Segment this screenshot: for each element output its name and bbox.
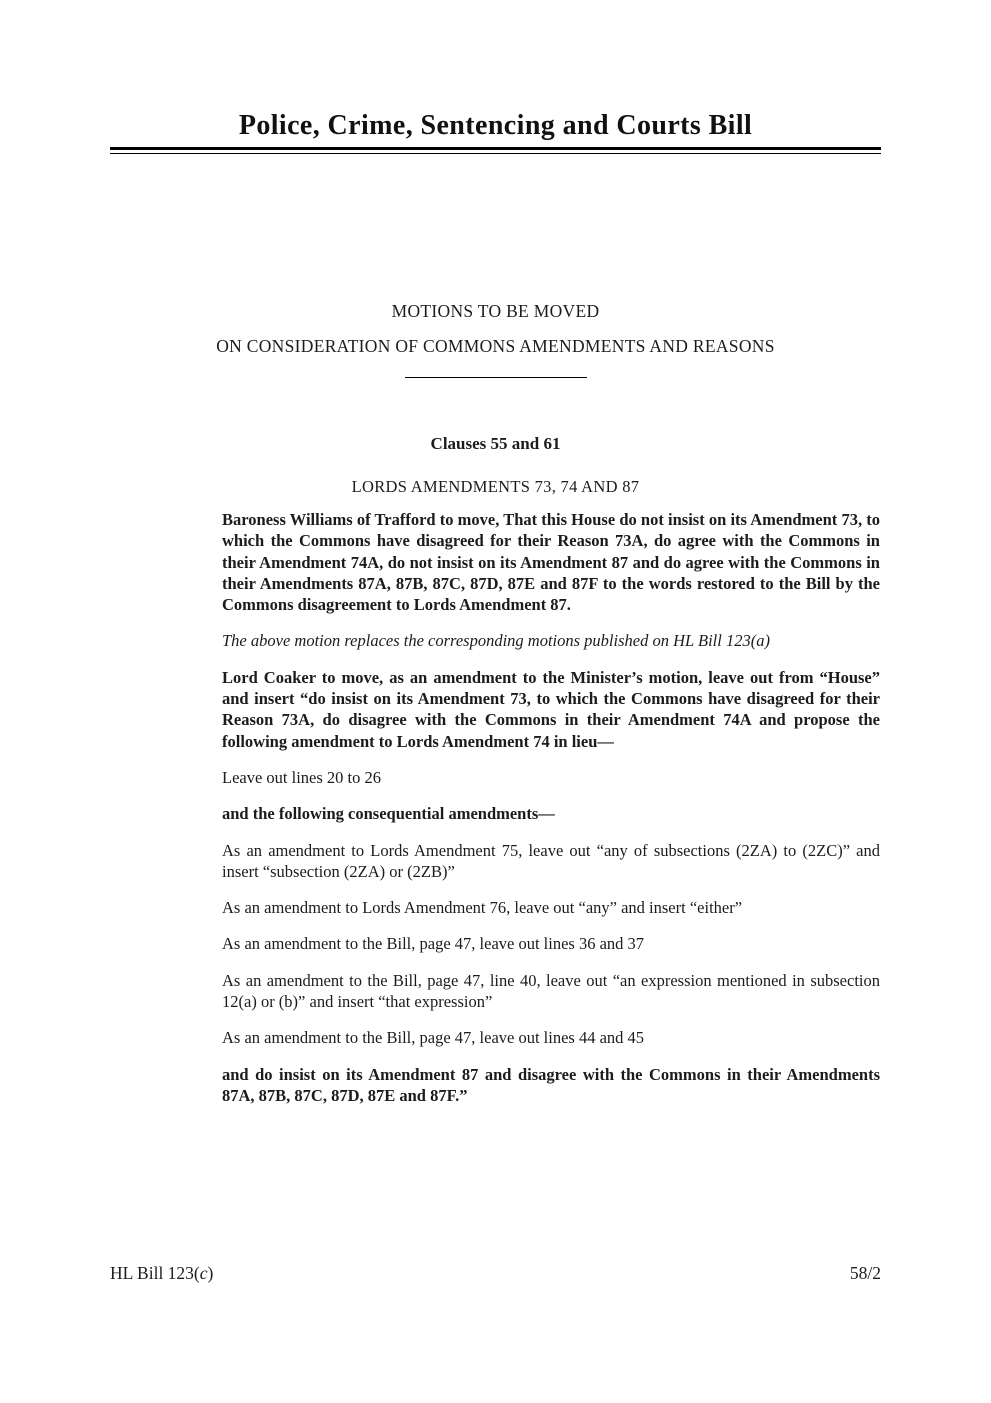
bill-reference xyxy=(110,1263,213,1284)
amendment-instruction: As an amendment to the Bill, page 47, leave out lines 36 and 37 xyxy=(222,934,645,954)
page-number: 58/2 xyxy=(849,1263,881,1283)
replacement-note: The above motion replaces the corresponding motions published on HL Bill 123(a) xyxy=(222,631,770,651)
amendment-instruction: Leave out lines 20 to 26 xyxy=(222,767,382,787)
amendment-instruction: As an amendment to Lords Amendment 75, leave out “any of subsections (2ZA) to (2ZC)” and insert “subsection (2ZA) or (2ZB)” xyxy=(222,840,880,881)
page-title: Police, Crime, Sentencing and Courts Bill xyxy=(238,110,753,141)
page-footer xyxy=(110,1263,881,1284)
clause-heading: Clauses 55 and 61 xyxy=(430,434,561,453)
motions-header xyxy=(0,301,991,357)
motion-paragraph: and do insist on its Amendment 87 and disagree with the Commons in their Amendments 87A, 87B, 87C, 87D, 87E and 87F.” xyxy=(222,1064,880,1105)
title-double-rule xyxy=(110,147,881,154)
lords-amendments-heading: LORDS AMENDMENTS 73, 74 AND 87 xyxy=(351,477,640,496)
amendment-instruction: As an amendment to the Bill, page 47, leave out lines 44 and 45 xyxy=(222,1028,645,1048)
section-divider-rule xyxy=(405,377,587,378)
amendment-instruction: As an amendment to Lords Amendment 76, leave out “any” and insert “either” xyxy=(222,898,743,918)
amendment-instruction: As an amendment to the Bill, page 47, line 40, leave out “an expression mentioned in subsection 12(a) or (b)” and insert “that expression” xyxy=(222,970,880,1012)
bill-reference-suffix: ) xyxy=(207,1263,214,1283)
consideration-heading: ON CONSIDERATION OF COMMONS AMENDMENTS AND REASONS xyxy=(216,336,775,356)
document-body xyxy=(222,509,880,1121)
motions-heading: MOTIONS TO BE MOVED xyxy=(391,301,600,321)
motion-paragraph: Lord Coaker to move, as an amendment to the Minister’s motion, leave out from “House” and insert “do insist on its Amendment 73, to which the Commons have disagreed for their Reason 73A, do disagree with the Commons in their Amendment 74A and propose the following amendment to Lords Amendment 74 in lieu— xyxy=(222,667,880,751)
bill-reference-prefix: HL Bill 123( xyxy=(110,1263,200,1283)
motion-paragraph: Baroness Williams of Trafford to move, That this House do not insist on its Amendment 73, to which the Commons have disagreed for their Reason 73A, do agree with the Commons in their Amendment 74A, do not insist on its Amendment 87 and do agree with the Commons in their Amendments 87A, 87B, 87C, 87D, 87E and 87F to the words restored to the Bill by the Commons disagreement to Lords Amendment 87. xyxy=(222,510,880,615)
consequential-heading: and the following consequential amendments— xyxy=(222,804,555,824)
bill-reference-letter: c xyxy=(199,1263,208,1283)
